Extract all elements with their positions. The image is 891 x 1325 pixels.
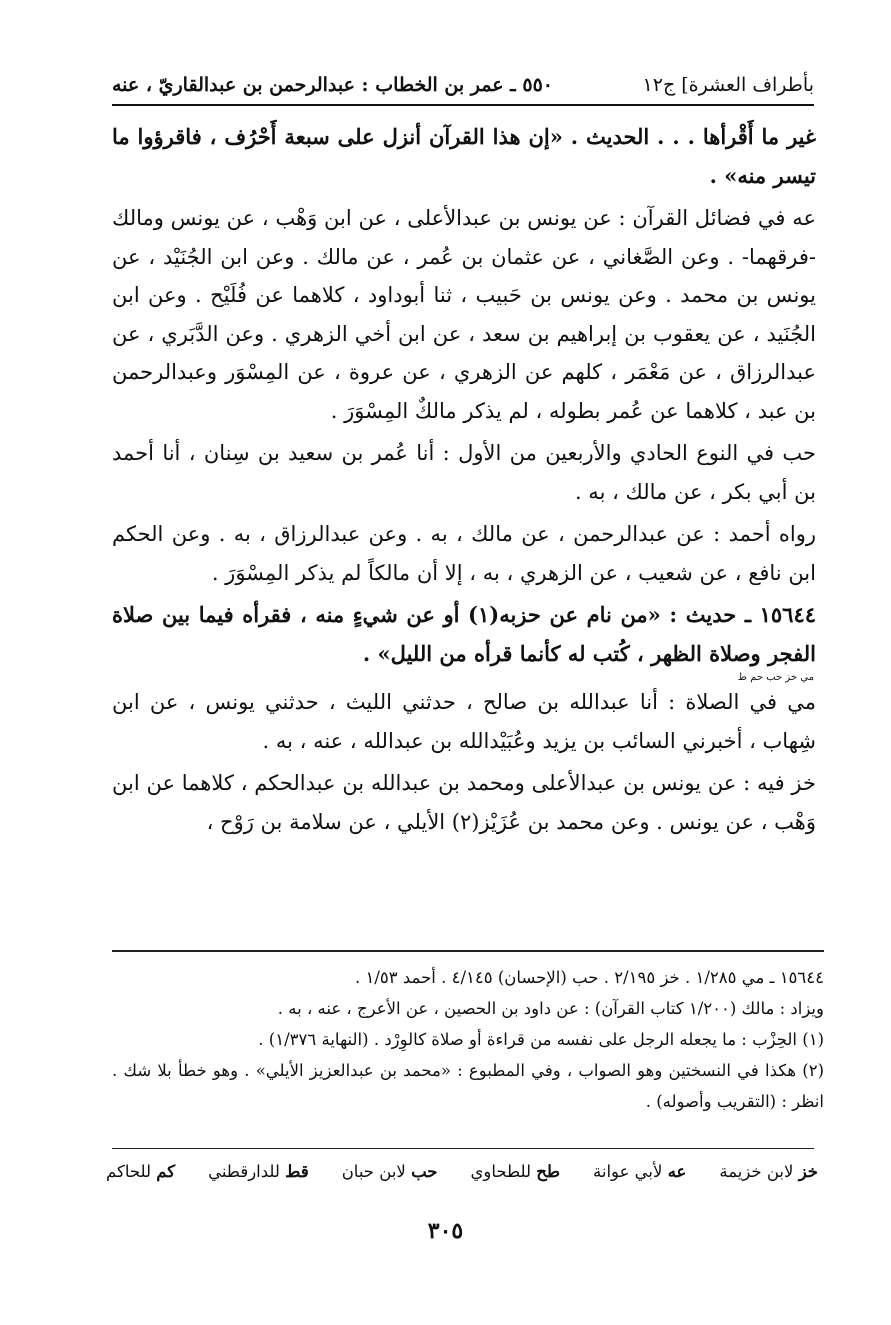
legend-item: قط للدارقطني [208,1162,309,1181]
footnote-rule [112,950,824,952]
legend-rule [112,1148,814,1149]
paragraph-6: خز فيه : عن يونس بن عبدالأعلى ومحمد بن عبدالله بن عبدالحكم ، كلاهما عن ابن وَهْب ، عن يونس . وعن محمد بن عُزَيْز(٢) الأيلي ، عن سلامة بن رَوْح ، [112,771,816,834]
footnote-1: (١) الحِزْب : ما يجعله الرجل على نفسه من قراءة أو صلاة كالوِرْد . (النهاية ١/٣٧٦) . [258,1030,824,1049]
paragraph-3: حب في النوع الحادي والأربعين من الأول : أنا عُمر بن سعيد بن سِنان ، أنا أحمد بن أبي بكر ، عن مالك ، به . [112,441,816,504]
legend-item: كم للحاكم [106,1162,176,1181]
legend-item: عه لأبي عوانة [593,1162,687,1181]
hadith-text: «من نام عن حزبه(١) أو عن شيءٍ منه ، فقرأه فيما بين صلاة الفجر وصلاة الظهر ، كُتب له كأنما قرأه من الليل» . [112,602,816,666]
footnotes [112,962,824,1117]
header-chapter: ٥٥٠ ـ عمر بن الخطاب : عبدالرحمن بن عبدالقاريّ ، عنه [112,74,553,96]
main-text [112,118,816,841]
legend-item: حب لابن حبان [341,1162,438,1181]
paragraph-5: مي في الصلاة : أنا عبدالله بن صالح ، حدثني الليث ، حدثني يونس ، عن ابن شِهاب ، أخبرني السائب بن يزيد وعُبَيْدالله بن عبدالله ، عنه ، به . [112,690,816,753]
hadith-number: ١٥٦٤٤ ـ حديث : [669,602,817,627]
header-rule [112,104,814,106]
legend-item: خز لابن خزيمة [719,1162,818,1181]
hadith-sources: مي خز حب حم ط [737,672,814,683]
legend-item: طح للطحاوي [470,1162,561,1181]
page-number: ٣٠٥ [427,1218,464,1244]
footnote-sources: ١٥٦٤٤ ـ مي ١/٢٨٥ . خز ٢/١٩٥ . حب (الإحسان) ٤/١٤٥ . أحمد ١/٥٣ . [354,968,824,987]
running-header [112,60,814,96]
footnote-2: (٢) هكذا في النسختين وهو الصواب ، وفي المطبوع : «محمد بن عبدالعزيز الأيلي» . وهو خطأ بلا شك . انظر : (التقريب وأصوله) . [112,1061,824,1111]
paragraph-2: عه في فضائل القرآن : عن يونس بن عبدالأعلى ، عن ابن وَهْب ، عن يونس ومالك -فرقهما- . وعن الصَّغاني ، عن عثمان بن عُمر ، عن مالك . وعن ابن الجُنَيْد ، عن يونس بن محمد . وعن يونس بن حَبيب ، ثنا أبوداود ، كلاهما عن فُلَيْح . وعن ابن الجُنَيد ، عن يعقوب بن إبراهيم بن سعد ، عن ابن أخي الزهري . وعن الدَّبَري ، عن عبدالرزاق ، عن مَعْمَر ، كلهم عن الزهري ، عن عروة ، عن المِسْوَر وعبدالرحمن بن عبد ، كلاهما عن عُمر بطوله ، لم يذكر مالكٌ المِسْوَرَ . [112,206,816,423]
paragraph-4: رواه أحمد : عن عبدالرحمن ، عن مالك ، به . وعن عبدالرزاق ، به . وعن الحكم ابن نافع ، عن شعيب ، عن الزهري ، به ، إلا أن مالكاً لم يذكر المِسْوَرَ . [112,522,816,585]
abbreviation-legend [106,1162,818,1181]
footnote-addition: ويزاد : مالك (١/٢٠٠ كتاب القرآن) : عن داود بن الحصين ، عن الأعرج ، عنه ، به . [277,999,824,1018]
header-volume: بأطراف العشرة] ج١٢ [642,74,814,96]
paragraph-1: غير ما أَقْرأها . . . الحديث . «إن هذا القرآن أنزل على سبعة أَحْرُف ، فاقرؤوا ما تيسر منه» . [112,124,816,188]
hadith-entry [112,596,816,673]
